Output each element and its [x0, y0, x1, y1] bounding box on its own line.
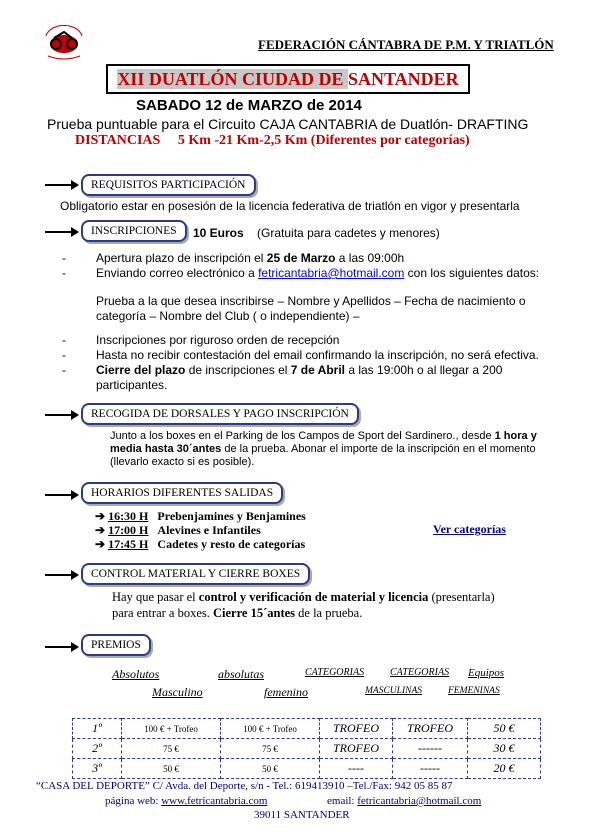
position-cell: 1º — [73, 719, 122, 739]
table-row — [73, 759, 541, 779]
header-categorias-m: CATEGORIAS — [305, 667, 365, 678]
text: a las 19:00h o al llegar a 200 participantes. — [96, 363, 503, 392]
schedule-row — [95, 509, 306, 524]
arrow-right-icon — [45, 179, 79, 191]
prizes-table — [72, 718, 541, 779]
section-requisitos: REQUISITOS PARTICIPACIÓN — [81, 174, 256, 196]
text: con los siguientes datos: — [404, 266, 540, 280]
list-item-text: Hasta no recibir contestación del email confirmando la inscripción, no será efectiva. — [96, 348, 539, 362]
email-label: email: — [327, 795, 358, 807]
list-item — [96, 251, 404, 265]
cat-m-cell: TROFEO — [320, 719, 393, 739]
arrow-right-icon — [45, 409, 79, 421]
website-link[interactable]: www.fetricantabria.com — [161, 795, 268, 807]
event-date: SABADO 12 de MARZO de 2014 — [136, 97, 362, 114]
text-bold: control y verificación de material y licencia — [198, 590, 429, 604]
footer-web — [105, 795, 267, 807]
header-absolutas: absolutas — [218, 667, 265, 681]
footer-email-link[interactable]: fetricantabria@hotmail.com — [357, 795, 482, 807]
team-cell: 30 € — [468, 739, 541, 759]
text: Enviando correo electrónico a — [96, 266, 259, 280]
event-title — [106, 64, 470, 94]
email-link[interactable]: fetricantabria@hotmail.com — [258, 266, 405, 280]
header-masculinas: MASCULINAS — [365, 686, 422, 696]
text: Hay que pasar el — [112, 590, 199, 604]
arrow-right-icon: ➔ — [95, 537, 106, 551]
position-cell: 3º — [73, 759, 122, 779]
list-item: - — [62, 266, 66, 280]
section-premios: PREMIOS — [81, 634, 151, 656]
schedule-desc: Prebenjamines y Benjamines — [157, 509, 306, 523]
prize-m-cell: 100 € + Trofeo — [122, 719, 221, 739]
header-femeninas: FEMENINAS — [448, 686, 500, 696]
schedule-row — [95, 523, 261, 538]
arrow-right-icon: ➔ — [95, 523, 106, 537]
list-item: - — [62, 363, 66, 377]
prize-m-cell: 50 € — [122, 759, 221, 779]
prize-f-cell: 75 € — [221, 739, 320, 759]
arrow-right-icon — [45, 226, 79, 238]
control-text — [112, 589, 512, 621]
list-item — [96, 266, 539, 280]
list-item: - — [62, 348, 66, 362]
date-highlight: 7 de Abril — [290, 363, 345, 377]
header-absolutos: Absolutos — [112, 667, 160, 681]
text: a las 09:00h — [335, 251, 405, 265]
table-row — [73, 739, 541, 759]
text: Junto a los boxes en el Parking de los Campos de Sport del Sardinero., desde — [110, 430, 495, 442]
schedule-desc: Cadetes y resto de categorías — [157, 537, 306, 551]
table-row — [73, 719, 541, 739]
section-inscripciones: INSCRIPCIONES — [81, 220, 187, 242]
cierre-label: Cierre del plazo — [96, 363, 186, 377]
text-bold: Cierre 15´antes — [213, 606, 296, 620]
inscription-price: 10 Euros — [193, 226, 244, 240]
footer-email — [327, 795, 481, 807]
schedule-time: 17:00 H — [108, 523, 149, 537]
cat-f-cell: ------ — [393, 739, 468, 759]
cat-f-cell: ----- — [393, 759, 468, 779]
title-prefix: XII DUATLÓN CIUDAD DE — [117, 69, 348, 89]
schedule-row — [95, 537, 305, 552]
text: de la prueba. — [295, 606, 363, 620]
arrow-right-icon — [45, 641, 79, 653]
list-item — [96, 363, 516, 393]
prize-f-cell: 50 € — [221, 759, 320, 779]
distances: DISTANCIAS 5 Km -21 Km-2,5 Km (Diferentes por categorías) — [75, 133, 470, 148]
arrow-right-icon — [45, 569, 79, 581]
event-subtitle: Prueba puntuable para el Circuito CAJA CANTABRIA de Duatlón- DRAFTING — [47, 116, 529, 132]
list-item: - — [62, 251, 66, 265]
requisitos-text: Obligatorio estar en posesión de la licencia federativa de triatlón en vigor y presentarla — [60, 199, 520, 213]
list-item: - — [62, 333, 66, 347]
dorsales-text — [110, 430, 540, 469]
schedule-time: 16:30 H — [108, 509, 149, 523]
footer-address: “CASA DEL DEPORTE” C/ Avda. del Deporte, s/n - Tel.: 619413910 –Tel./Fax: 942 05 85 87 — [36, 780, 453, 792]
header-categorias-f: CATEGORIAS — [390, 667, 450, 678]
prize-m-cell: 75 € — [122, 739, 221, 759]
footer-city: 39011 SANTANDER — [254, 809, 350, 821]
header-equipos: Equipos — [468, 667, 505, 679]
header-femenino: femenino — [264, 685, 308, 699]
time-highlight: 1 hora y media hasta 30´antes — [110, 430, 537, 455]
section-horarios: HORARIOS DIFERENTES SALIDAS — [81, 482, 283, 504]
arrow-right-icon — [45, 489, 79, 501]
schedule-desc: Alevines e Infantiles — [157, 523, 261, 537]
list-item-text: Inscripciones por riguroso orden de recepción — [96, 333, 340, 347]
federation-logo — [40, 14, 88, 70]
text: (presentarla) para entrar a boxes. — [112, 590, 495, 620]
inscription-details: Prueba a la que desea inscribirse – Nombre y Apellidos – Fecha de nacimiento o categoría – Nombre del Club ( o independiente) – — [96, 294, 526, 323]
team-cell: 20 € — [468, 759, 541, 779]
section-dorsales: RECOGIDA DE DORSALES Y PAGO INSCRIPCIÓN — [81, 403, 359, 425]
cat-m-cell: TROFEO — [320, 739, 393, 759]
web-label: página web: — [105, 795, 162, 807]
team-cell: 50 € — [468, 719, 541, 739]
header-masculino: Masculino — [152, 685, 203, 699]
prize-f-cell: 100 € + Trofeo — [221, 719, 320, 739]
cat-f-cell: TROFEO — [393, 719, 468, 739]
date-highlight: 25 de Marzo — [266, 251, 336, 265]
organization-name: FEDERACIÓN CÁNTABRA DE P.M. Y TRIATLÓN — [258, 37, 554, 52]
text: de la prueba. Abonar el importe de la inscripción en el momento (llevarlo exacto si es posible). — [110, 443, 536, 468]
section-control: CONTROL MATERIAL Y CIERRE BOXES — [81, 563, 310, 585]
cat-m-cell: ---- — [320, 759, 393, 779]
inscription-price-note: (Gratuita para cadetes y menores) — [257, 226, 440, 240]
arrow-right-icon: ➔ — [95, 509, 106, 523]
text: Apertura plazo de inscripción el — [96, 251, 267, 265]
title-city: SANTANDER — [348, 69, 459, 89]
schedule-time: 17:45 H — [108, 537, 149, 551]
inscription-price-line — [193, 226, 440, 240]
ver-categorias-link[interactable]: Ver categorías — [433, 522, 506, 536]
text: de inscripciones el — [185, 363, 291, 377]
position-cell: 2º — [73, 739, 122, 759]
